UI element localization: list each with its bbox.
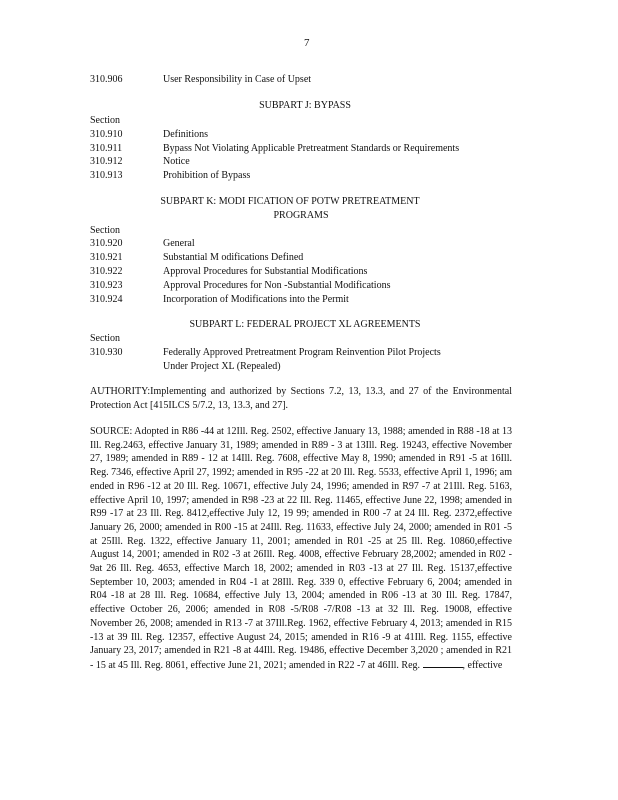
subpart-k-heading: SUBPART K: MODI FICATION OF POTW PRETREATMENT: [160, 196, 420, 207]
subpart-l-heading: SUBPART L: FEDERAL PROJECT XL AGREEMENTS: [189, 319, 421, 330]
page-number: 7: [304, 37, 310, 49]
section-title: Prohibition of Bypass: [163, 170, 251, 181]
section-title: Approval Procedures for Non -Substantial Modifications: [163, 280, 391, 291]
source-tail: effective: [467, 659, 503, 671]
authority-paragraph: AUTHORITY:Implementing and authorized by Sections 7.2, 13, 13.3, and 27 of the Environmental Protection Act [415ILCS 5/7.2, 13, 13.3, and 27].: [90, 386, 512, 411]
subpart-k-heading-cont: PROGRAMS: [273, 210, 329, 221]
source-text: SOURCE: Adopted in R86 -44 at 12Ill. Reg. 2502, effective January 13, 1988; amended in R88 -18 at 13 Ill. Reg.2463, effective January 31, 1989; amended in R89 - 3 at 13Ill. Reg. 19243, effective November 27, 1989; amended in R89 - 12 at 14Ill. Reg. 7608, effective May 8, 1990; amended in R91 -5 at 16Ill. Reg. 7346, effective April 27, 1992; amended in R95 -22 at 20 Ill. Reg. 5533, effective April 1, 1996; am ended in R96 -12 at 20 Ill. Reg. 10671, effective July 24, 1996; amended in R97 -7 at 21Ill. Reg. 5163, effective April 10, 1997; amended in R98 -23 at 22 Ill. Reg. 11465, effective June 22, 1998; amended in R99 -17 at 23 Ill. Reg. 8412,effective July 12, 19 99; amended in R00 -7 at 24 Ill. Reg. 2372,effective January 26, 2000; amended in R00 -15 at 24Ill. Reg. 11633, effective July 24, 2000; amended in R01 -5 at 25Ill. Reg. 1322, effective January 11, 2001; amended in R01 -25 at 25 Ill. Reg. 10860,effective August 14, 2001; amended in R02 -3 at 26Ill. Reg. 4008, effective February 28,2002; amended in R02 - 9at 26 Ill. Reg. 4653, effective March 18, 2002; amended in R03 -13 at 27 Ill. Reg. 15137,effective September 10, 2003; amended in R04 -1 at 28Ill. Reg. 339 0, effective February 6, 2004; amended in R04 -18 at 28 Ill. Reg. 10684, effective July 13, 2004; amended in R06 -13 at 30 Ill. Reg. 17847, effective October 26, 2006; amended in R08 -5/R08 -7/R08 -13 at 32 Ill. Reg. 19008, effective November 26, 2008; amended in R13 -7 at 37Ill.Reg. 1962, effective February 4, 2013; amended in R15 -13 at 39 Ill. Reg. 12357, effective August 24, 2015; amended in R16 -9 at 41Ill. Reg. 1155, effective January 23, 2017; amended in R21 -8 at 44Ill. Reg. 19486, effective December 3,2020 ; amended in R21 - 15 at 45 Ill. Reg. 8061, effective June 21, 2021; amended in R22 -7 at 46Ill. Reg.: [90, 426, 512, 671]
section-number: 310.912: [90, 156, 123, 167]
section-number: 310.920: [90, 238, 123, 249]
section-title: Bypass Not Violating Applicable Pretreatment Standards or Requirements: [163, 143, 460, 154]
section-title: Definitions: [163, 129, 208, 140]
section-number: 310.911: [90, 143, 123, 154]
section-number: 310.921: [90, 252, 123, 263]
section-label: Section: [90, 333, 120, 344]
section-title: Substantial M odifications Defined: [163, 252, 304, 263]
section-label: Section: [90, 225, 120, 236]
section-title: General: [163, 238, 195, 249]
subpart-j-heading: SUBPART J: BYPASS: [259, 100, 351, 111]
section-number: 310.923: [90, 280, 123, 291]
blank-line: [423, 658, 463, 668]
section-title: Approval Procedures for Substantial Modifications: [163, 266, 368, 277]
section-title-cont: Under Project XL (Repealed): [163, 361, 281, 372]
section-number: 310.910: [90, 129, 123, 140]
section-title: Notice: [163, 156, 190, 167]
section-number: 310.906: [90, 74, 123, 85]
section-number: 310.922: [90, 266, 123, 277]
section-number: 310.930: [90, 347, 123, 358]
source-paragraph: SOURCE: Adopted in R86 -44 at 12Ill. Reg. 2502, effective January 13, 1988; amended in R88 -18 at 13 Ill. Reg.2463, effective January 31, 1989; amended in R89 - 3 at 13Ill. Reg. 19243, effective November 27, 1989; amended in R89 - 12 at 14Ill. Reg. 7608, effective May 8, 1990; amended in R91 -5 at 16Ill. Reg. 7346, effective April 27, 1992; amended in R95 -22 at 20 Ill. Reg. 5533, effective April 1, 1996; am ended in R96 -12 at 20 Ill. Reg. 10671, effective July 24, 1996; amended in R97 -7 at 21Ill. Reg. 5163, effective April 10, 1997; amended in R98 -23 at 22 Ill. Reg. 11465, effective June 22, 1998; amended in R99 -17 at 23 Ill. Reg. 8412,effective July 12, 19 99; amended in R00 -7 at 24 Ill. Reg. 2372,effective January 26, 2000; amended in R00 -15 at 24Ill. Reg. 11633, effective July 24, 2000; amended in R01 -5 at 25Ill. Reg. 1322, effective January 11, 2001; amended in R01 -25 at 25 Ill. Reg. 10860,effective August 14, 2001; amended in R02 -3 at 26Ill. Reg. 4008, effective February 28,2002; amended in R02 - 9at 26 Ill. Reg. 4653, effective March 18, 2002; amended in R03 -13 at 27 Ill. Reg. 15137,effective September 10, 2003; amended in R04 -1 at 28Ill. Reg. 339 0, effective February 6, 2004; amended in R04 -18 at 28 Ill. Reg. 10684, effective July 13, 2004; amended in R06 -13 at 30 Ill. Reg. 17847, effective October 26, 2006; amended in R08 -5/R08 -7/R08 -13 at 32 Ill. Reg. 19008, effective November 26, 2008; amended in R13 -7 at 37Ill.Reg. 1962, effective February 4, 2013; amended in R15 -13 at 39 Ill. Reg. 12357, effective August 24, 2015; amended in R16 -9 at 41Ill. Reg. 1155, effective January 23, 2017; amended in R21 -8 at 44Ill. Reg. 19486, effective December 3,2020 ; amended in R21 - 15 at 45 Ill. Reg. 8061, effective June 21, 2021; amended in R22 -7 at 46Ill. Reg. , effective: [90, 426, 512, 671]
section-title: Federally Approved Pretreatment Program Reinvention Pilot Projects: [163, 347, 441, 358]
section-title: User Responsibility in Case of Upset: [163, 74, 312, 85]
section-title: Incorporation of Modifications into the Permit: [163, 294, 349, 305]
section-number: 310.913: [90, 170, 123, 181]
section-label: Section: [90, 115, 120, 126]
section-number: 310.924: [90, 294, 123, 305]
